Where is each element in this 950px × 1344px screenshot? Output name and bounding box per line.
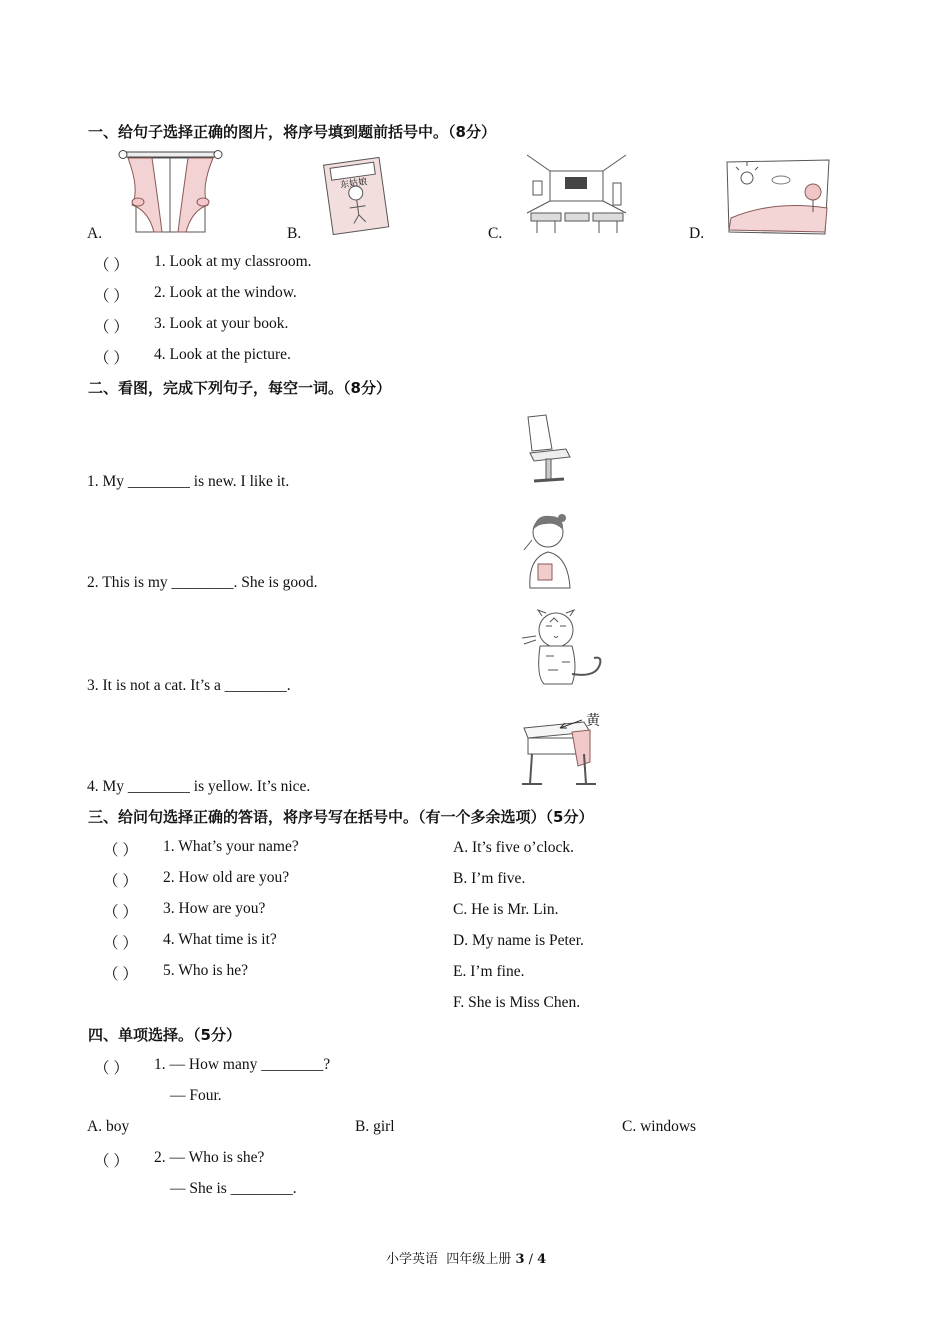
teacher-icon xyxy=(518,510,576,590)
s4-q2-question: 2. — Who is she? xyxy=(154,1149,265,1166)
s4-q2-bracket: （ ） xyxy=(94,1153,129,1170)
s3-q1-text: 1. What’s your name? xyxy=(163,838,299,855)
s1-q2-bracket: （ ） xyxy=(94,288,129,305)
s3-q3-bracket: （ ） xyxy=(103,904,138,921)
book-icon xyxy=(320,155,392,235)
s3-answer-c: C. He is Mr. Lin. xyxy=(453,901,559,918)
s2-item2-text: 2. This is my ________. She is good. xyxy=(87,574,318,591)
s3-answer-b: B. I’m five. xyxy=(453,870,526,887)
s4-q1-option-a: A. boy xyxy=(87,1118,130,1135)
s3-answer-e: E. I’m fine. xyxy=(453,963,525,980)
option-c-label: C. xyxy=(488,225,503,242)
s3-q3-text: 3. How are you? xyxy=(163,900,266,917)
window-curtains-icon xyxy=(118,150,223,235)
picture-icon xyxy=(723,158,833,236)
tiger-icon xyxy=(518,606,606,688)
s4-q1-option-c: C. windows xyxy=(622,1118,697,1135)
s1-q4-bracket: （ ） xyxy=(94,350,129,367)
footer-page-total: 4 xyxy=(537,1252,547,1267)
s1-q1-text: 1. Look at my classroom. xyxy=(154,253,312,270)
s3-q2-text: 2. How old are you? xyxy=(163,869,290,886)
s4-q1-option-b: B. girl xyxy=(355,1118,395,1135)
s1-q3-bracket: （ ） xyxy=(94,319,129,336)
option-d-label: D. xyxy=(689,225,705,242)
section2-heading: 二、看图，完成下列句子，每空一词。（8分） xyxy=(88,379,391,397)
chair-icon xyxy=(518,413,576,488)
s4-q1-bracket: （ ） xyxy=(94,1060,129,1077)
section3-heading: 三、给问句选择正确的答语，将序号写在括号中。（有一个多余选项）（5分） xyxy=(88,808,594,826)
classroom-icon xyxy=(525,153,628,235)
footer-separator: / xyxy=(528,1252,534,1267)
footer-page-number: 3 xyxy=(515,1252,525,1267)
s4-q2-reply: — She is ________. xyxy=(170,1180,297,1197)
s3-q4-text: 4. What time is it? xyxy=(163,931,277,948)
footer-subject: 小学英语 xyxy=(386,1252,439,1267)
s3-q5-bracket: （ ） xyxy=(103,966,138,983)
footer-grade: 四年级上册 xyxy=(446,1252,512,1267)
s2-item3-text: 3. It is not a cat. It’s a ________. xyxy=(87,677,291,694)
option-b-label: B. xyxy=(287,225,302,242)
s3-answer-f: F. She is Miss Chen. xyxy=(453,994,581,1011)
s1-q2-text: 2. Look at the window. xyxy=(154,284,297,301)
s4-q1-reply: — Four. xyxy=(170,1087,222,1104)
section4-heading: 四、单项选择。（5分） xyxy=(88,1026,241,1044)
s2-item4-text: 4. My ________ is yellow. It’s nice. xyxy=(87,778,311,795)
s3-q4-bracket: （ ） xyxy=(103,935,138,952)
s3-q1-bracket: （ ） xyxy=(103,842,138,859)
s1-q4-text: 4. Look at the picture. xyxy=(154,346,291,363)
s3-answer-a: A. It’s five o’clock. xyxy=(453,839,574,856)
s1-q1-bracket: （ ） xyxy=(94,257,129,274)
s2-item1-text: 1. My ________ is new. I like it. xyxy=(87,473,290,490)
option-a-label: A. xyxy=(87,225,103,242)
s4-q1-question: 1. — How many ________? xyxy=(154,1056,331,1073)
desk-color-label: 黄 xyxy=(586,713,600,729)
page-footer xyxy=(386,1248,546,1267)
section1-heading: 一、给句子选择正确的图片，将序号填到题前括号中。（8分） xyxy=(88,123,496,141)
s3-answer-d: D. My name is Peter. xyxy=(453,932,584,949)
book-cover-text: 东姑娘 xyxy=(339,177,368,191)
s1-q3-text: 3. Look at your book. xyxy=(154,315,289,332)
s3-q2-bracket: （ ） xyxy=(103,873,138,890)
s3-q5-text: 5. Who is he? xyxy=(163,962,248,979)
